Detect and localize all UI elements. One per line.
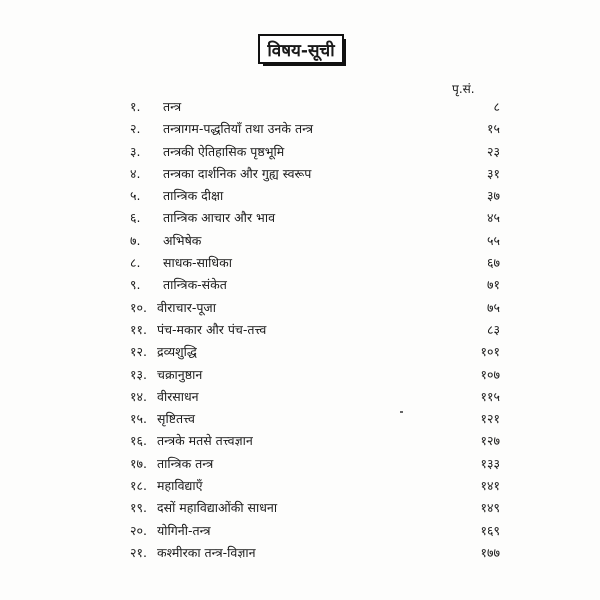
toc-entry xyxy=(120,408,500,430)
toc-entry-page: १०७ xyxy=(480,366,500,382)
page-title: विषय-सूची xyxy=(267,40,335,61)
toc-entry-page: ७१ xyxy=(486,277,500,293)
toc-entry-title: तन्त्रागम-पद्धतियाँ तथा उनके तन्त्र xyxy=(163,121,314,137)
toc-entry-page: १४९ xyxy=(480,500,500,516)
toc-entry-page: १५ xyxy=(486,121,500,137)
toc-entry-number: २०. xyxy=(130,522,147,538)
toc-entry xyxy=(120,497,500,519)
toc-entry-number: ६. xyxy=(130,210,141,226)
toc-entry xyxy=(120,341,500,363)
toc-entry-page: ७५ xyxy=(486,299,500,315)
toc-entry-number: १३. xyxy=(130,366,147,382)
toc-entry-title: पंच-मकार और पंच-तत्त्व xyxy=(157,321,267,337)
toc-entry xyxy=(120,520,500,542)
toc-entry-title: तान्त्रिक आचार और भाव xyxy=(163,210,276,226)
toc-entry-title: चक्रानुष्ठान xyxy=(157,366,203,382)
toc-entry-page: ६७ xyxy=(486,255,500,271)
toc-entry xyxy=(120,430,500,452)
toc-entry xyxy=(120,274,500,296)
toc-entry-title: महाविद्याएँ xyxy=(157,478,203,494)
toc-entry-page: २३ xyxy=(486,143,500,159)
toc-entry-number: ११. xyxy=(130,321,147,337)
toc-entry xyxy=(120,386,500,408)
toc-entry-number: १२. xyxy=(130,344,147,360)
toc-entry-page: १०१ xyxy=(480,344,500,360)
toc-entry-number: १७. xyxy=(130,455,147,471)
toc-entry-page: ८ xyxy=(493,99,500,114)
toc-entry-page: १२१ xyxy=(480,411,500,427)
toc-entry-page: ३१ xyxy=(486,165,500,181)
toc-entry-number: १८. xyxy=(130,478,147,494)
toc-entry-title: तान्त्रिक दीक्षा xyxy=(163,188,224,204)
toc-entry xyxy=(120,207,500,229)
toc-entry-number: ७. xyxy=(130,232,141,248)
toc-entry xyxy=(120,230,500,252)
toc-entry-page: १७७ xyxy=(480,544,500,560)
toc-entry-title: तन्त्रके मतसे तत्त्वज्ञान xyxy=(157,433,253,449)
toc-entry xyxy=(120,453,500,475)
toc-entry xyxy=(120,185,500,207)
toc-entry-number: १४. xyxy=(130,388,147,404)
toc-entry-title: तान्त्रिक-संकेत xyxy=(163,277,227,293)
toc-entry xyxy=(120,319,500,341)
toc-entry xyxy=(120,118,500,140)
toc-entry-number: ५. xyxy=(130,188,141,204)
toc-entry xyxy=(120,163,500,185)
toc-entry-number: १९. xyxy=(130,500,147,516)
print-speck xyxy=(400,411,403,413)
toc-entry xyxy=(120,252,500,274)
toc-entry-title: तान्त्रिक तन्त्र xyxy=(157,455,214,471)
toc-entry-number: २. xyxy=(130,121,141,137)
toc-entry xyxy=(120,475,500,497)
heading-box xyxy=(258,34,344,64)
toc-entry-title: साधक-साधिका xyxy=(163,255,232,271)
toc-entry xyxy=(120,542,500,564)
toc-entry-title: तन्त्रकी ऐतिहासिक पृष्ठभूमि xyxy=(163,143,285,159)
toc-entry-number: १. xyxy=(130,99,141,114)
toc-entry-title: द्रव्यशुद्धि xyxy=(157,344,197,360)
toc-entry-page: ३७ xyxy=(486,188,500,204)
toc-entry-number: १५. xyxy=(130,411,147,427)
toc-entry-number: ४. xyxy=(130,165,141,181)
page-number-column-header: पृ.सं. xyxy=(452,82,475,96)
toc-entry xyxy=(120,141,500,163)
toc-entry-page: ४५ xyxy=(486,210,500,226)
toc-entry-title: अभिषेक xyxy=(163,232,202,248)
table-of-contents xyxy=(120,96,500,564)
toc-entry xyxy=(120,96,500,118)
toc-entry-number: ९. xyxy=(130,277,141,293)
toc-entry-title: तन्त्र xyxy=(163,99,182,114)
toc-entry-page: ८३ xyxy=(486,321,500,337)
toc-entry-title: वीराचार-पूजा xyxy=(157,299,216,315)
toc-entry-number: २१. xyxy=(130,544,147,560)
toc-entry-number: ८. xyxy=(130,255,141,271)
toc-entry-title: कश्मीरका तन्त्र-विज्ञान xyxy=(157,544,256,560)
toc-entry-page: ५५ xyxy=(486,232,500,248)
toc-entry-page: १२७ xyxy=(480,433,500,449)
toc-entry-page: १३३ xyxy=(480,455,500,471)
toc-entry-number: १०. xyxy=(130,299,147,315)
toc-entry-number: १६. xyxy=(130,433,147,449)
toc-entry-title: तन्त्रका दार्शनिक और गुह्य स्वरूप xyxy=(163,165,312,181)
toc-entry-title: योगिनी-तन्त्र xyxy=(157,522,211,538)
toc-entry-title: दसों महाविद्याओंकी साधना xyxy=(157,500,278,516)
toc-entry xyxy=(120,297,500,319)
toc-entry-page: १६९ xyxy=(480,522,500,538)
toc-entry xyxy=(120,364,500,386)
toc-entry-page: १४१ xyxy=(480,478,500,494)
toc-entry-number: ३. xyxy=(130,143,141,159)
toc-entry-title: वीरसाधन xyxy=(157,388,199,404)
toc-entry-page: ११५ xyxy=(480,388,500,404)
toc-entry-title: सृष्टितत्त्व xyxy=(157,411,195,427)
